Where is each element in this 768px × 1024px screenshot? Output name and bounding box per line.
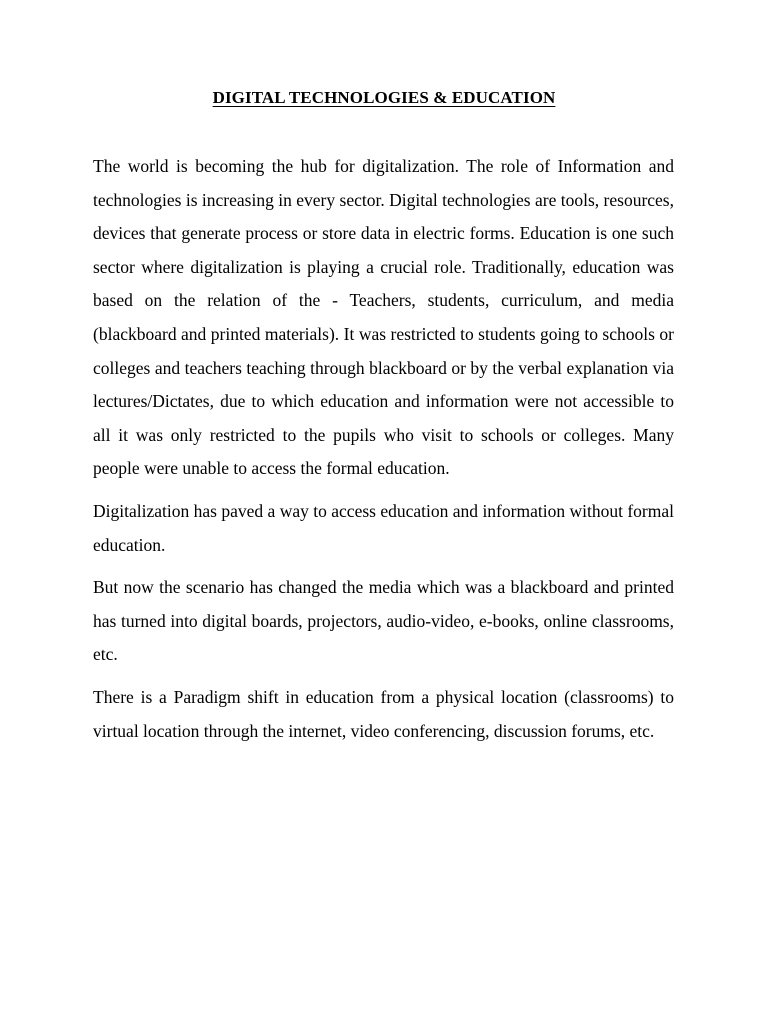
paragraph-scenario-change: But now the scenario has changed the media which was a blackboard and printed has turned into digital boards, projectors, audio-video, e-books, online classrooms, etc.	[93, 577, 674, 665]
paragraph-intro: The world is becoming the hub for digitalization. The role of Information and technologies is increasing in every sector. Digital technologies are tools, resources, devices that generate process or store data in electric forms. Education is one such sector where digitalization is playing a crucial role. Traditionally, education was based on the relation of the - Teachers, students, curriculum, and media (blackboard and printed materials). It was restricted to students going to schools or colleges and teachers teaching through blackboard or by the verbal explanation via lectures/Dictates, due to which education and information were not accessible to all it was only restricted to the pupils who visit to schools or colleges. Many people were unable to access the formal education.	[93, 156, 674, 479]
paragraph-paradigm-shift: There is a Paradigm shift in education from a physical location (classrooms) to virtual location through the internet, video conferencing, discussion forums, etc.	[93, 686, 674, 741]
document-title: DIGITAL TECHNOLOGIES & EDUCATION	[212, 88, 556, 107]
paragraph-digitalization: Digitalization has paved a way to access education and information without formal education.	[93, 500, 674, 555]
document-body	[93, 150, 674, 748]
